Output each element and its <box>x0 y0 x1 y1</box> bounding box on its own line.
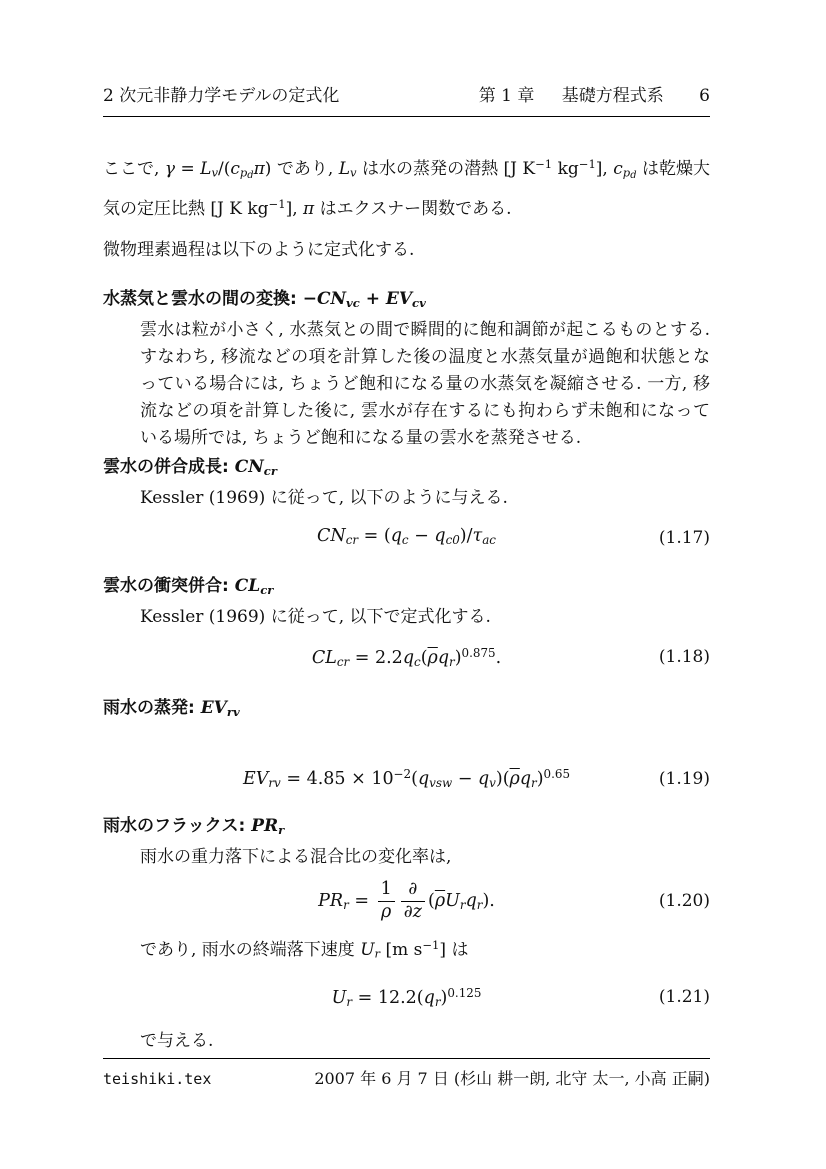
section-body: 雲水は粒が小さく, 水蒸気との間で瞬間的に飽和調節が起こるものとする. すなわち, 移流などの項を計算した後の温度と水蒸気量が過飽和状態となっている場合には, ちょうど飽和になる量の水蒸気を凝縮させる. 一方, 移流などの項を計算した後に, 雲水が存在するにも拘わらず未飽和になっている場所では, ちょうど飽和になる量の雲水を蒸発させる. <box>140 319 710 448</box>
running-title: 2 次元非静力学モデルの定式化 <box>103 86 340 106</box>
footer-filename: teishiki.tex <box>103 1070 212 1088</box>
chapter-label: 第 1 章 <box>478 86 535 106</box>
equation-1-18 <box>103 639 710 676</box>
equation-1-19 <box>103 760 710 797</box>
page-content <box>103 82 710 1055</box>
equation-math: $U_r = 12.2(q_r)^{0.125}$ <box>331 985 482 1009</box>
equation-math: $PR_r$ = $\frac{1}{\rho}$ $\frac{\partial}{\partial z}$ $(\overline{\rho}U_rq_r)$. <box>318 879 495 922</box>
section-vapor-cloud-conversion <box>103 285 710 452</box>
equation-1-21 <box>103 979 710 1016</box>
section-body: Kessler (1969) に従って, 以下で定式化する. <box>140 606 491 627</box>
footer-date-authors: 2007 年 6 月 7 日 (杉山 耕一朗, 北守 太一, 小高 正嗣) <box>314 1069 710 1088</box>
section-body: Kessler (1969) に従って, 以下のように与える. <box>140 487 508 508</box>
equation-number: (1.21) <box>658 986 710 1007</box>
section-heading: 水蒸気と雲水の間の変換: $-CN_{vc} + EV_{cv}$ <box>103 288 426 310</box>
page-footer <box>103 1058 710 1093</box>
equation-number: (1.20) <box>658 891 710 912</box>
equation-1-20 <box>103 879 710 924</box>
equation-number: (1.18) <box>658 647 710 667</box>
section-body: 雨水の重力落下による混合比の変化率は, <box>140 847 452 868</box>
section-heading: 雲水の衝突併合: $CL_{cr}$ <box>103 575 274 597</box>
section-cloud-autoconversion <box>103 454 710 554</box>
paragraph-gamma-definition: ここで, $\gamma = L_v/(c_{pd}\pi)$ であり, $L_v$ は水の蒸発の潜熱 [J $K^{-1}$ $kg^{-1}$], $c_{pd}$ は乾燥大気の定圧比熱 [J K $kg^{-1}$], π はエクスナー関数である. <box>103 157 710 219</box>
section-rain-evaporation <box>103 695 710 797</box>
section-heading: 雨水の蒸発: $EV_{rv}$ <box>103 698 240 720</box>
header-chapter-info <box>457 82 710 110</box>
section-cloud-collection <box>103 573 710 676</box>
equation-math: $EV_{rv} = 4.85 \times 10^{-2}(q_{vsw} - q_v)(\overline{\rho}q_r)^{0.65}$ <box>242 767 571 791</box>
section-body: であり, 雨水の終端落下速度 $U_r$ [m $s^{-1}$] は <box>140 937 469 961</box>
section-heading: 雲水の併合成長: $CN_{cr}$ <box>103 456 277 478</box>
section-heading: 雨水のフラックス: $PR_r$ <box>103 816 285 838</box>
page-number: 6 <box>699 86 710 106</box>
equation-1-17 <box>103 522 710 554</box>
page-header <box>103 82 710 117</box>
equation-math: $CL_{cr} = 2.2q_c(\overline{\rho}q_r)^{0.875}$. <box>311 645 502 669</box>
chapter-section-title: 基礎方程式系 <box>561 86 664 106</box>
equation-math: $CN_{cr} = (q_c - q_{c0})/\tau_{ac}$ <box>317 525 496 547</box>
section-rain-flux <box>103 813 710 1055</box>
equation-number: (1.19) <box>658 768 710 789</box>
equation-number: (1.17) <box>658 527 710 548</box>
paragraph-microphysics-intro: 微物理素過程は以下のように定式化する. <box>103 239 415 260</box>
section-body: で与える. <box>140 1031 214 1052</box>
